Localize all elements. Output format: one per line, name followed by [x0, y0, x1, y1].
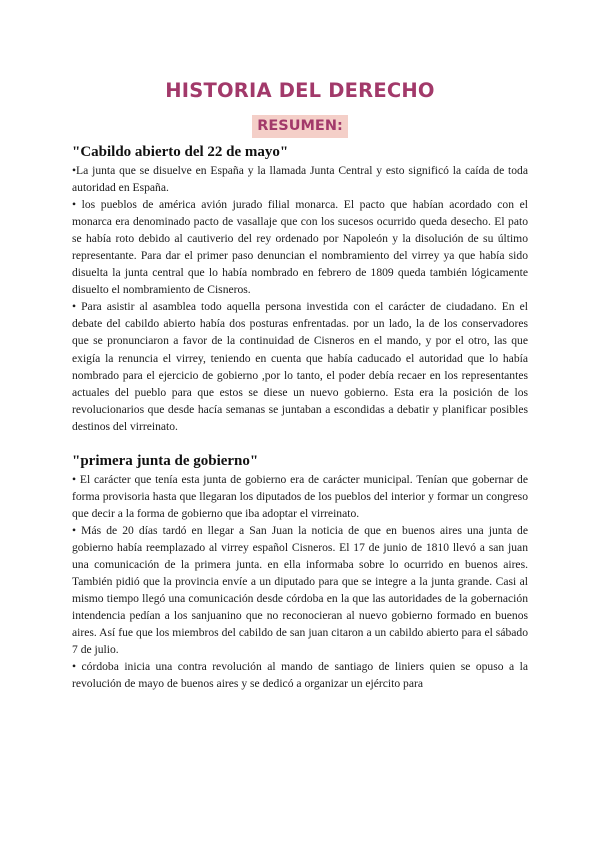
- section-spacer: [72, 435, 528, 451]
- page-title: HISTORIA DEL DERECHO: [165, 79, 435, 102]
- section-primera-junta: [72, 451, 528, 693]
- paragraph: • Para asistir al asamblea todo aquella persona investida con el carácter de ciudadano. En el debate del cabildo abierto había dos posturas enfrentadas. por un lado, la de los conservadores que se pronunciaron a favor de la continuidad de Cisneros en el mando, y por el otro, las que exigía la renuncia el virrey, teniendo en cuenta que había caducado el autoridad que lo había nombrado para el ejercicio de gobierno ,por lo tanto, el poder debía recaer en los representantes actuales del pueblo para que estos se diese un nuevo gobierno. Esta era la posición de los revolucionarios que desde hacía semanas se juntaban a escondidas a debatir y planificar posibles destinos del virreinato.: [72, 300, 528, 433]
- section-cabildo-abierto: [72, 142, 528, 435]
- paragraph: • Más de 20 días tardó en llegar a San Juan la noticia de que en buenos aires una junta de gobierno había reemplazado al virrey español Cisneros. El 17 de junio de 1810 llevó a san juan una comunicación de la primera junta. en ella informaba sobre lo ocurrido en buenos aires. También pidió que la provincia envíe a un diputado para que se integre a la junta grande. Casi al mismo tiempo llegó una comunicación desde córdoba en la que las autoridades de la gobernación intendencia pedían a los sanjuanino que no reconocieran al nuevo gobierno formado en buenos aires. Así fue que los miembros del cabildo de san juan citaron a un cabildo abierto para el sábado 7 de julio.: [72, 523, 528, 657]
- section-heading: "Cabildo abierto del 22 de mayo": [72, 144, 289, 160]
- section-heading: "primera junta de gobierno": [72, 452, 259, 469]
- paragraph: • córdoba inicia una contra revolución al mando de santiago de liniers quien se opuso a la revolución de mayo de buenos aires y se dedicó a organizar un ejército para: [72, 660, 528, 691]
- paragraph: • los pueblos de américa avión jurado filial monarca. El pacto que habían acordado con el monarca era denominado pacto de vasallaje que con los sucesos ocurrido queda desecho. El pato se había roto debido al cautiverio del rey ordenado por Napoleón y la disolución de su último representante. Para dar el primer paso denuncian el nombramiento del virrey ya que había sido disuelta la junta central que lo había nombrado en febrero de 1809 queda también lógicamente disuelto el nombramiento de Cisneros.: [72, 198, 528, 297]
- page-subtitle: RESUMEN:: [252, 115, 348, 138]
- paragraph: • El carácter que tenía esta junta de gobierno era de carácter municipal. Tenían que gobernar de forma provisoria hasta que llegaran los diputados de los pueblos del interior y formar un congreso que decir a la forma de gobierno que iba adoptar el virreinato.: [72, 472, 528, 520]
- paragraph: •La junta que se disuelve en España y la llamada Junta Central y esto significó la caída de toda autoridad en España.: [72, 164, 528, 195]
- subtitle-container: [0, 115, 600, 138]
- document-body: [72, 142, 528, 692]
